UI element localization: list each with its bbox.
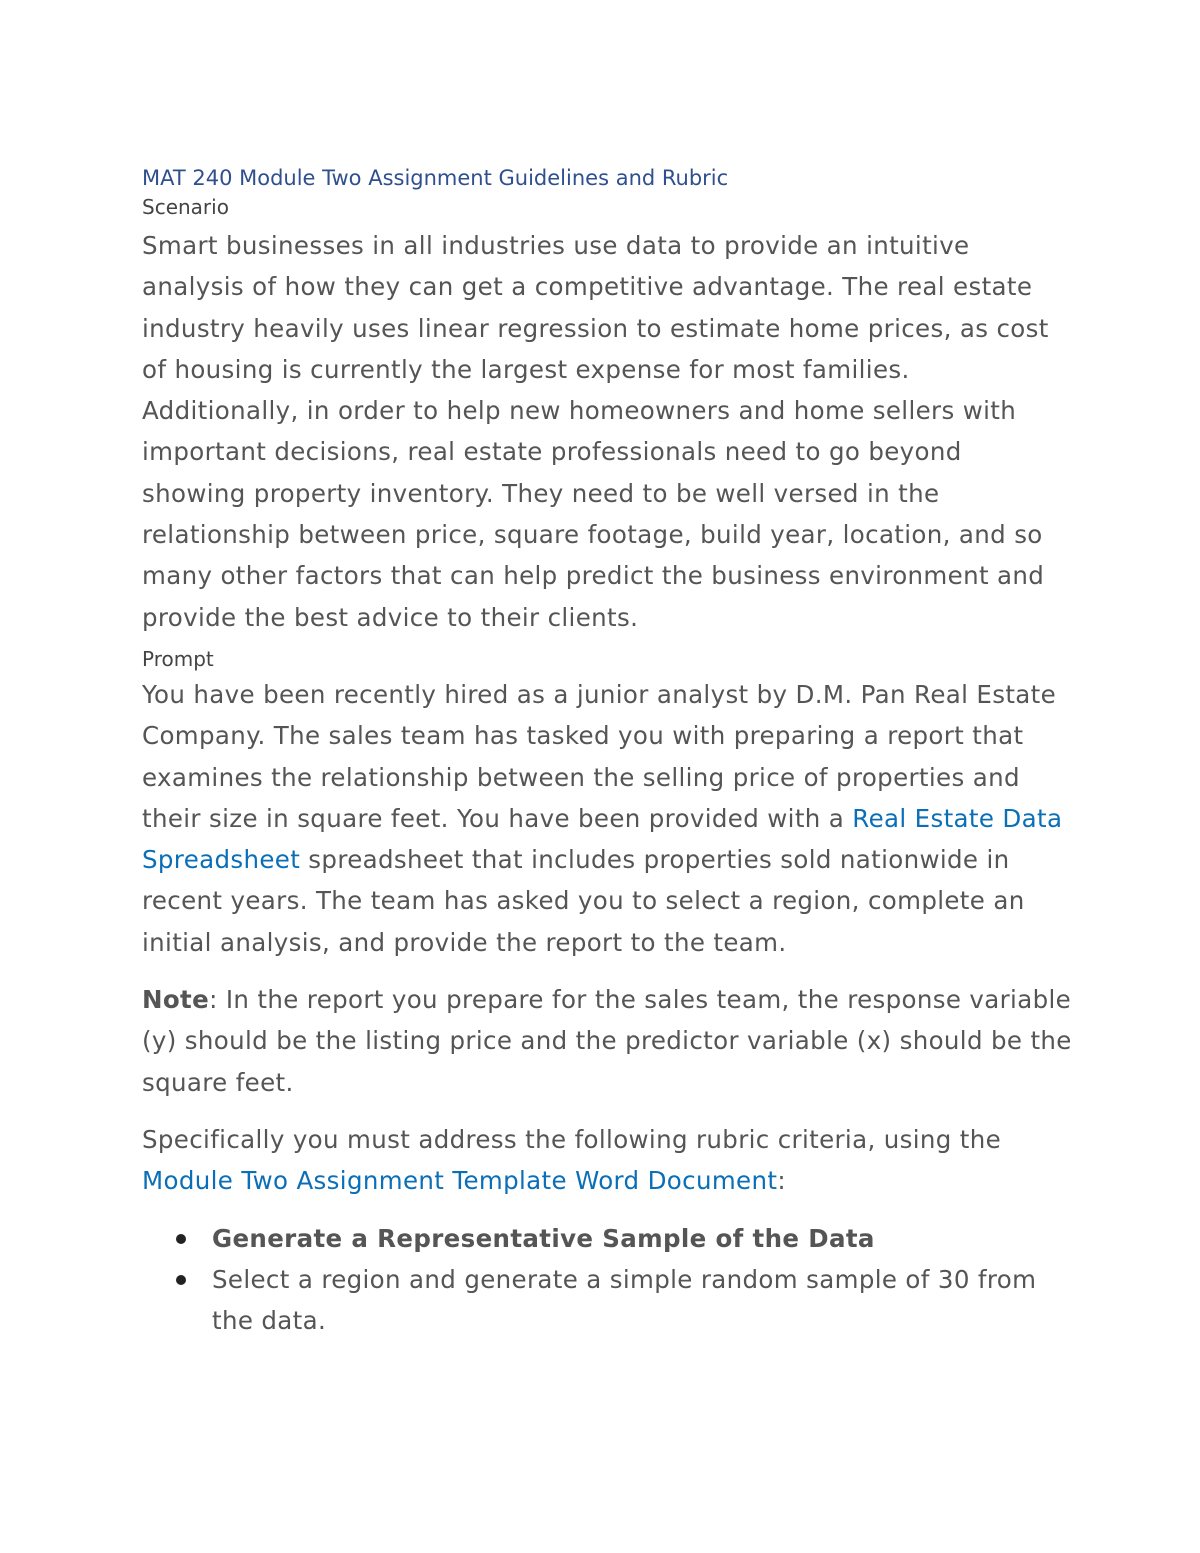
note-label: Note bbox=[142, 985, 210, 1015]
prompt-heading: Prompt bbox=[142, 646, 214, 671]
bullet-icon bbox=[176, 1234, 186, 1244]
list-item bbox=[142, 1218, 1072, 1259]
instructions-paragraph bbox=[142, 1119, 1072, 1202]
instructions-text-after-link: : bbox=[777, 1166, 786, 1196]
instructions-text-before-link: Specifically you must address the following rubric criteria, using the bbox=[142, 1124, 1002, 1154]
document-title: MAT 240 Module Two Assignment Guidelines and Rubric bbox=[142, 166, 729, 190]
scenario-heading: Scenario bbox=[142, 195, 229, 219]
list-item bbox=[142, 1259, 1072, 1342]
assignment-template-link[interactable]: Module Two Assignment Template Word Document bbox=[142, 1166, 778, 1196]
real-estate-data-spreadsheet-link[interactable]: Real Estate Data Spreadsheet bbox=[142, 803, 1063, 875]
note-paragraph bbox=[142, 979, 1072, 1103]
bullet-icon bbox=[176, 1275, 186, 1285]
scenario-paragraph: Smart businesses in all industries use data to provide an intuitive analysis of how they can get a competitive advantage. The real estate industry heavily uses linear regression to estimate home prices, as cost of housing is currently the largest expense for most families. Additionally, in order to help new homeowners and home sellers with important decisions, real estate professionals need to go beyond showing property inventory. They need to be well versed in the relationship between price, square footage, build year, location, and so many other factors that can help predict the business environment and provide the best advice to their clients. bbox=[142, 231, 1049, 632]
criteria-item-text: Select a region and generate a simple random sample of 30 from the data. bbox=[212, 1264, 1037, 1336]
rubric-criteria-list bbox=[142, 1218, 1072, 1342]
prompt-paragraph bbox=[142, 674, 1072, 963]
prompt-text-before-link: You have been recently hired as a junior analyst by D.M. Pan Real Estate Company. The sales team has tasked you with preparing a report that examines the relationship between the selling price of properties and their size in square feet. You have been provided with a bbox=[142, 679, 1057, 833]
prompt-text-after-link: spreadsheet that includes properties sold nationwide in recent years. The team has asked you to select a region, complete an initial analysis, and provide the report to the team. bbox=[142, 845, 1025, 957]
note-text: : In the report you prepare for the sales team, the response variable (y) should be the listing price and the predictor variable (x) should be the square feet. bbox=[142, 985, 1072, 1097]
criteria-item-text: Generate a Representative Sample of the Data bbox=[212, 1223, 875, 1253]
document-page bbox=[142, 163, 1072, 1341]
